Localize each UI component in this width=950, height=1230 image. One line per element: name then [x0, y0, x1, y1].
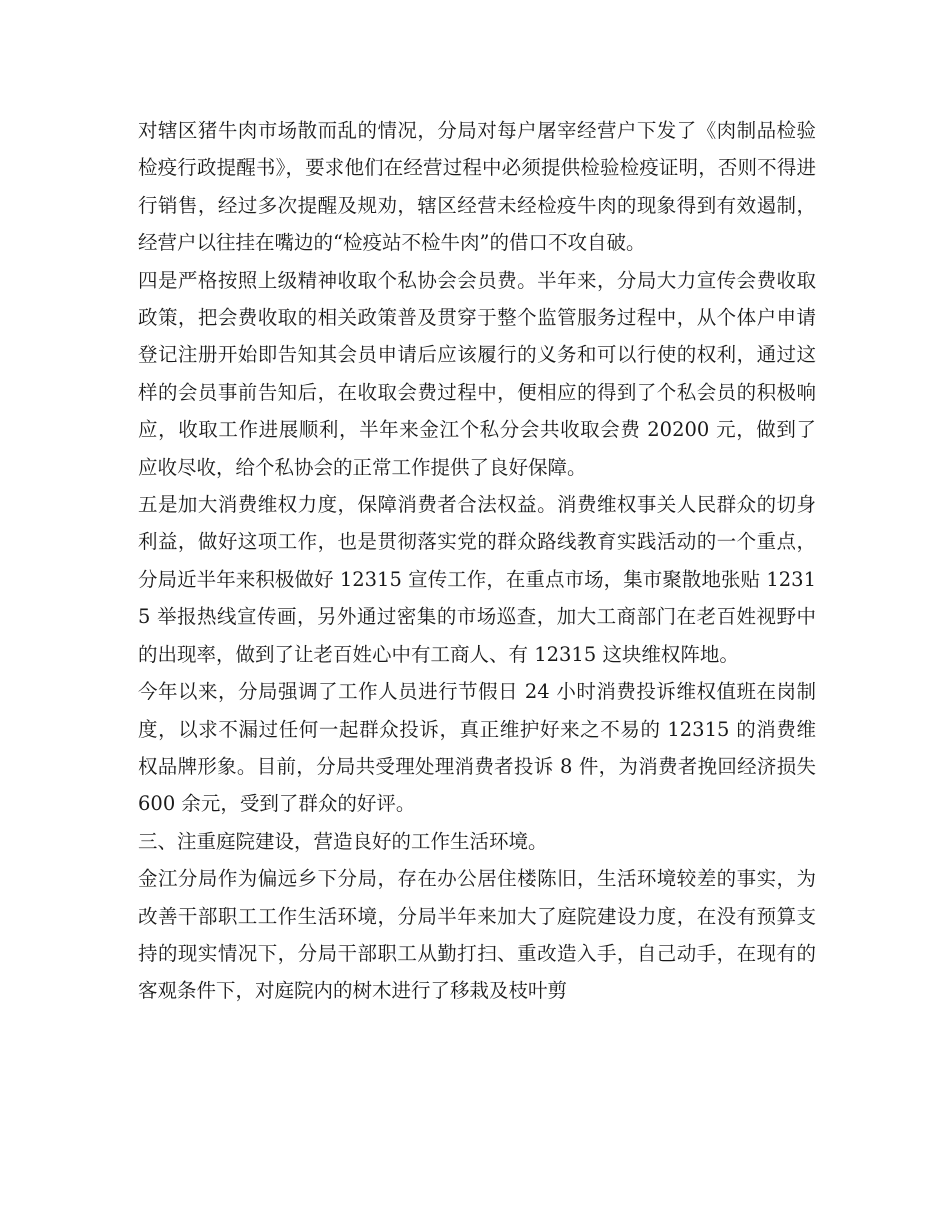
document-page — [138, 112, 816, 1010]
paragraph-meat-inspection: 对辖区猪牛肉市场散而乱的情况，分局对每户屠宰经营户下发了《肉制品检验检疫行政提醒书》，要求他们在经营过程中必须提供检验检疫证明，否则不得进行销售，经过多次提醒及规劝，辖区经营未经检疫牛肉的现象得到有效遏制，经营户以往挂在嘴边的“检疫站不检牛肉”的借口不攻自破。 — [138, 119, 816, 255]
paragraph-complaint-duty: 今年以来，分局强调了工作人员进行节假日 24 小时消费投诉维权值班在岗制度，以求不漏过任何一起群众投诉，真正维护好来之不易的 12315 的消费维权品牌形象。目前，分局共受理处理消费者投诉 8 件，为消费者挽回经济损失 600 余元，受到了群众的好评。 — [138, 680, 816, 816]
paragraph-courtyard-construction: 金江分局作为偏远乡下分局，存在办公居住楼陈旧，生活环境较差的事实，为改善干部职工工作生活环境，分局半年来加大了庭院建设力度，在没有预算支持的现实情况下，分局干部职工从勤打扫、重改造入手，自己动手，在现有的客观条件下，对庭院内的树木进行了移栽及枝叶剪 — [138, 867, 816, 1003]
paragraph-consumer-rights: 五是加大消费维权力度，保障消费者合法权益。消费维权事关人民群众的切身利益，做好这项工作，也是贯彻落实党的群众路线教育实践活动的一个重点，分局近半年来积极做好 12315 宣传工作，在重点市场，集市聚散地张贴 12315 举报热线宣传画，另外通过密集的市场巡查，加大工商部门在老百姓视野中的出现率，做到了让老百姓心中有工商人、有 12315 这块维权阵地。 — [138, 493, 816, 666]
section-heading-courtyard: 三、注重庭院建设，营造良好的工作生活环境。 — [138, 829, 548, 853]
paragraph-membership-fee: 四是严格按照上级精神收取个私协会会员费。半年来，分局大力宣传会费收取政策，把会费收取的相关政策普及贯穿于整个监管服务过程中，从个体户申请登记注册开始即告知其会员申请后应该履行的义务和可以行使的权利，通过这样的会员事前告知后，在收取会费过程中，便相应的得到了个私会员的积极响应，收取工作进展顺利，半年来金江个私分会共收取会费 20200 元，做到了应收尽收，给个私协会的正常工作提供了良好保障。 — [138, 268, 816, 479]
